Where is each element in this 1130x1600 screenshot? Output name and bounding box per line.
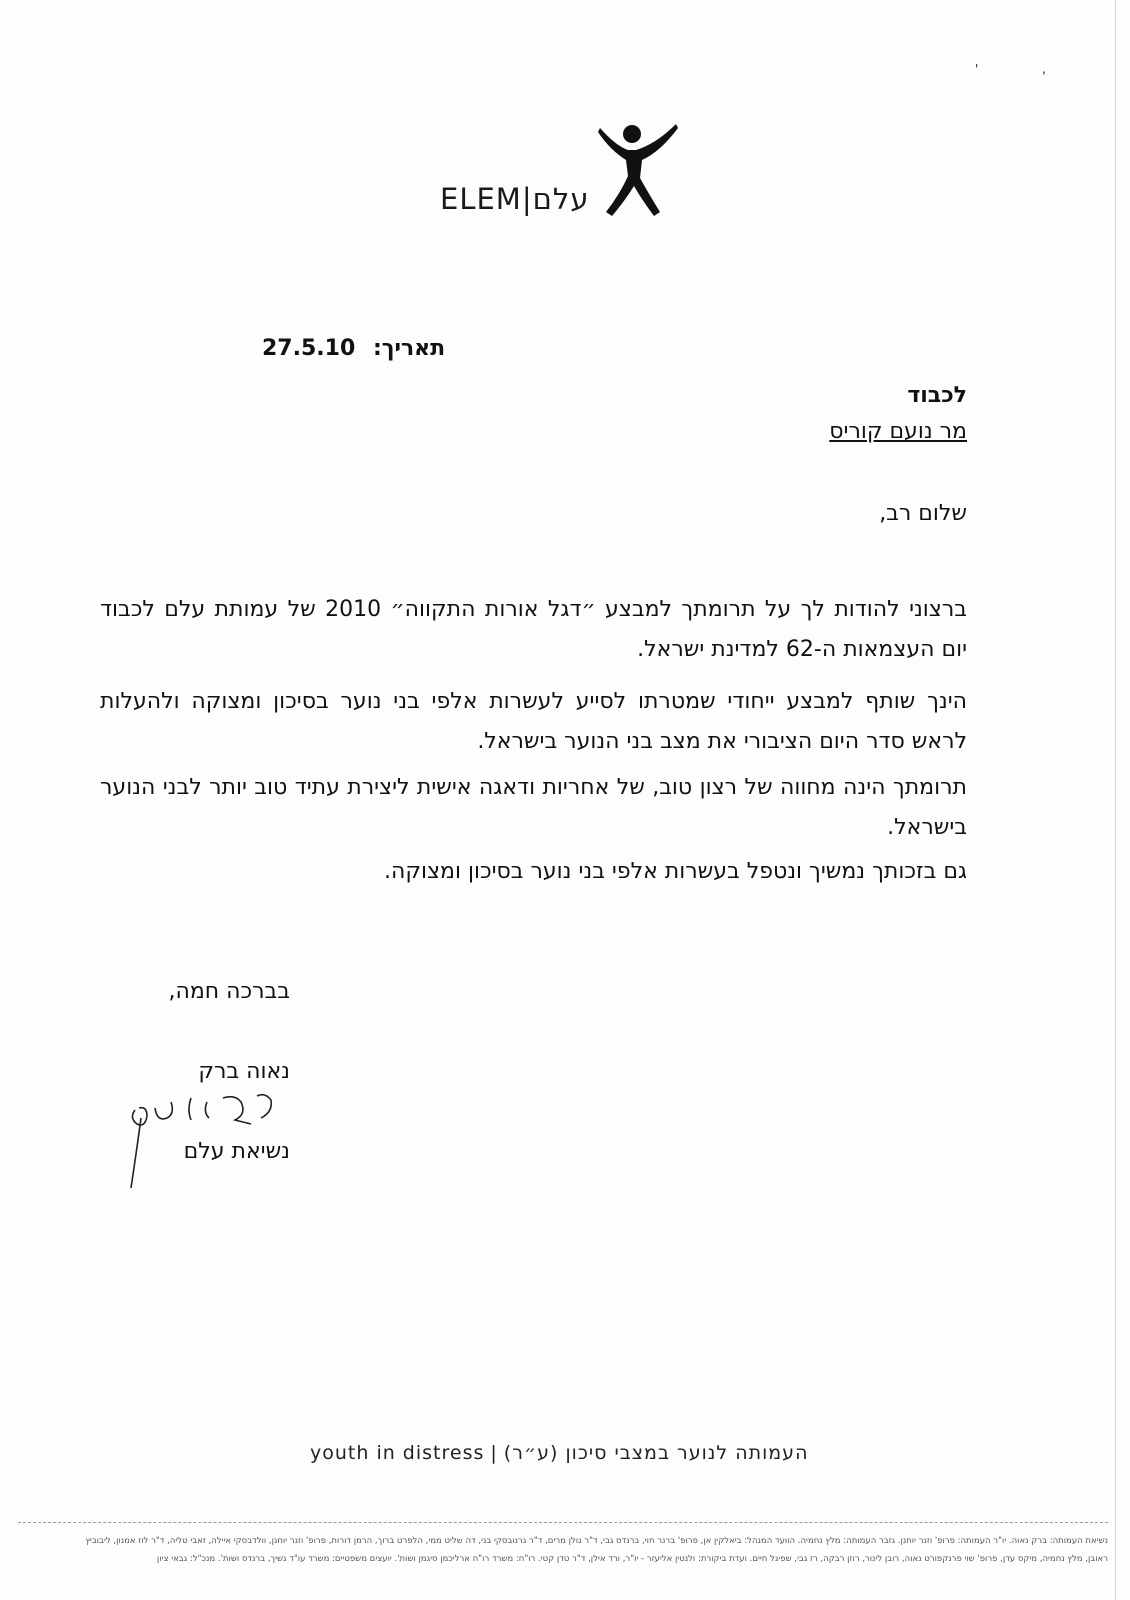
- body-paragraph-4: גם בזכותך נמשיך ונטפל בעשרות אלפי בני נוער בסיכון ומצוקה.: [384, 859, 967, 884]
- tagline-en: youth in distress: [310, 1442, 485, 1464]
- signer-title: נשיאת עלם: [183, 1139, 290, 1164]
- board-line-1: נשיאת העמותה: ברק נאוה. יו"ר העמותה: פרופ' וזנר יוחנן. גזבר העמותה: מלץ נחמיה. הוועד המנהל: ביאלקין אן, פרופ' ברנר חוי, ברנדס גבי, ד"ר גולן מרים, ד"ר גרנובסקי בני, דה שליט ממי, הלפרט ברוך, הרמן דורות, פרופ' וזנר יוחנן, וולדבסקי איילה, זאבי טליה, ד"ר לוז אמנון, ליבוביץ: [85, 1536, 1108, 1546]
- date-line: [262, 336, 445, 361]
- signer-name: נאוה ברק: [198, 1059, 290, 1084]
- board-members: [18, 1532, 1108, 1568]
- footer-tagline: [310, 1442, 809, 1464]
- logo-text-en: ELEM: [440, 182, 522, 216]
- elem-logo: [440, 120, 680, 220]
- recipient-name: מר נועם קוריס: [829, 419, 967, 444]
- logo-wordmark: [440, 182, 590, 216]
- page-edge: [1115, 0, 1116, 1600]
- greeting: שלום רב,: [879, 501, 967, 526]
- footer-divider: [18, 1522, 1108, 1523]
- corner-marks: '‎ ,: [975, 62, 1076, 76]
- body-paragraph-1: ברצוני להודות לך על תרומתך למבצע ״דגל אורות התקווה״ 2010 של עמותת עלם לכבוד יום העצמאות ה-62 למדינת ישראל.: [100, 597, 967, 662]
- logo-separator: |: [521, 182, 533, 216]
- body-paragraph-2: הינך שותף למבצע ייחודי שמטרתו לסייע לעשרות אלפי בני נוער בסיכון ומצוקה ולהעלות לראש סדר היום הציבורי את מצב בני הנוער בישראל.: [100, 689, 967, 754]
- tagline-separator: |: [490, 1442, 498, 1464]
- tagline-he: העמותה לנוער במצבי סיכון (ע״ר): [503, 1442, 809, 1464]
- date-value: 27.5.10: [262, 336, 356, 361]
- jumping-person-icon: [598, 120, 680, 218]
- to-label: לכבוד: [907, 383, 967, 408]
- logo-text-he: עלם: [532, 182, 590, 216]
- closing: בברכה חמה,: [168, 979, 290, 1004]
- date-label: תאריך:: [372, 336, 446, 361]
- board-line-2: ראובן, מלץ נחמיה, מיקס עדן, פרופ' שוי פרנקפורט נאוה, רובן לינור, רוזן רבקה, רז גבי, שפיגל חיים. ועדת ביקורת: ולנטין אליעזר - יו"ר, ורד אילן, ד"ר טדן קטי. רו"ח: משרד רו"ח ארליכמן סיגמן ושות'. יועצים משפטיים: משרד עו"ד גשיך, ברנדס ושות'. מנכ"ל: גבאי ציון: [156, 1554, 1108, 1564]
- body-paragraph-3: תרומתך הינה מחווה של רצון טוב, של אחריות ודאגה אישית ליצירת עתיד טוב יותר לבני הנוער בישראל.: [100, 775, 967, 840]
